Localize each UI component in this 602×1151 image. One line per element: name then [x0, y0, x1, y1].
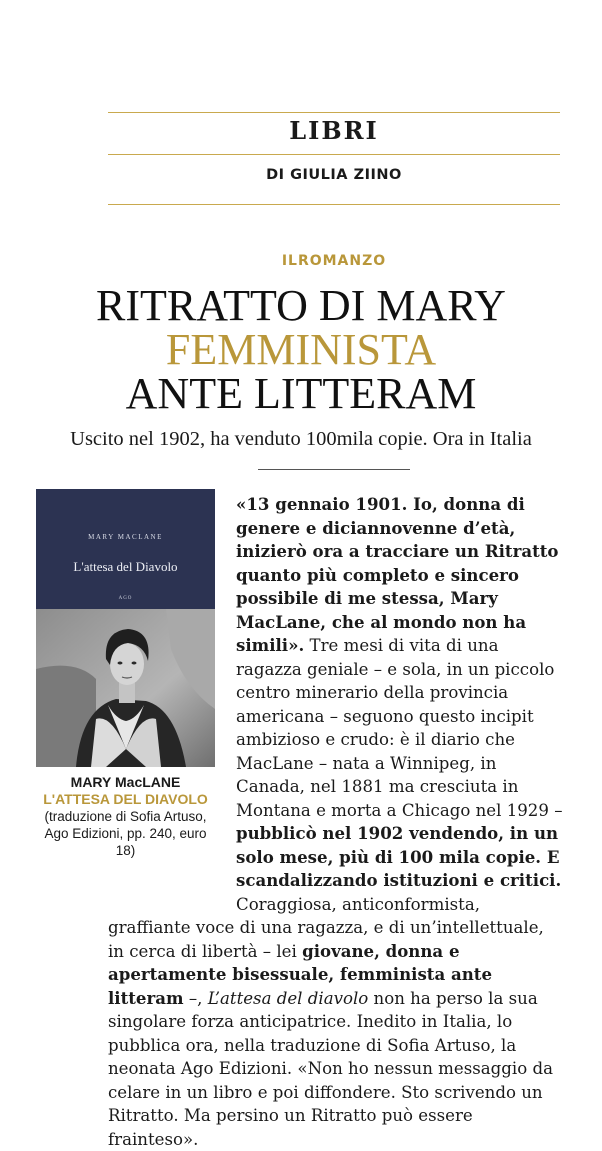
- caption-author: MARY MacLANE: [70, 774, 181, 790]
- headline-line-2: FEMMINISTA: [165, 325, 437, 374]
- headline-line-1: RITRATTO DI MARY: [96, 281, 506, 330]
- headline-line-3: ANTE LITTERAM: [125, 369, 477, 418]
- header-bottom-rule: [108, 204, 560, 205]
- subheadline: Uscito nel 1902, ha venduto 100mila copie. Ora in Italia: [70, 428, 532, 450]
- article-body: [108, 493, 563, 1151]
- subhead-divider: [258, 469, 410, 470]
- caption-details: (traduzione di Sofia Artuso, Ago Edizioni, pp. 240, euro 18): [44, 809, 207, 858]
- section-title: LIBRI: [289, 116, 379, 145]
- body-text-1: Tre mesi di vita di una ragazza geniale – e sola, in un piccolo centro minerario della provincia americana – seguono questo incipit ambizioso e crudo: è il diario che MacLane – nata a Winnipeg, in Canada, nel 1881 ma cresciuta in Montana e morta a Chicago nel 1929 –: [236, 636, 563, 820]
- cover-author: MARY MACLANE: [88, 533, 163, 541]
- caption-book-title: L'ATTESA DEL DIAVOLO: [43, 791, 208, 807]
- opening-quote: «13 gennaio 1901. Io, donna di genere e diciannovenne d’età, inizierò ora a tracciare un Ritratto quanto più completo e sincero possibile di me stessa, Mary MacLane, che al mondo non ha simili».: [236, 494, 559, 655]
- header-middle-rule: [108, 154, 560, 155]
- body-text-2: Coraggiosa, anticonformista, graffiante voce di una ragazza, e di un’intellettuale, in cerca di libertà – lei: [108, 894, 544, 961]
- author-byline: DI GIULIA ZIINO: [266, 167, 402, 183]
- image-wrap-spacer: [108, 493, 236, 893]
- body-text-4: non ha perso la sua singolare forza anticipatrice. Inedito in Italia, lo pubblica ora, nella traduzione di Sofia Artuso, la neonata Ago Edizioni. «Non ho nessun messaggio da celare in un libro e poi diffondere. Sto scrivendo un Ritratto. Ma persino un Ritratto può essere frainteso».: [108, 988, 553, 1149]
- cover-title: L'attesa del Diavolo: [73, 559, 178, 574]
- book-title-italic: L’attesa del diavolo: [207, 988, 369, 1008]
- body-text-3: –,: [183, 988, 208, 1008]
- body-bold-2: giovane, donna e apertamente bisessuale, femminista ante litteram: [108, 940, 493, 1008]
- header-top-rule: [108, 112, 560, 113]
- headline: [0, 281, 602, 418]
- cover-publisher: AGO: [118, 596, 133, 601]
- kicker-label: ILROMANZO: [281, 253, 387, 269]
- body-bold-1: pubblicò nel 1902 vendendo, in un solo mese, più di 100 mila copie. E scandalizzando istituzioni e critici.: [236, 823, 562, 890]
